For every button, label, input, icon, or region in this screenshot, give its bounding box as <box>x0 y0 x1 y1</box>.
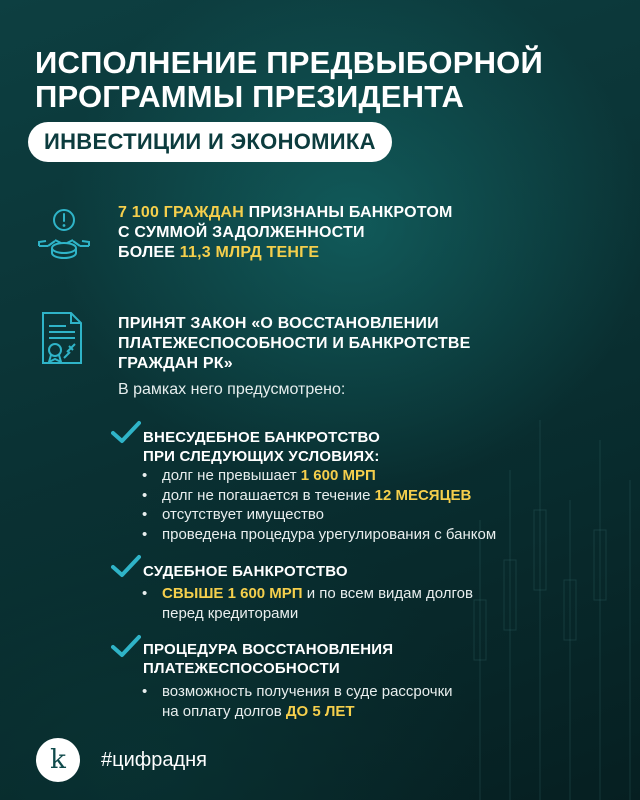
title-line-2: ПРОГРАММЫ ПРЕЗИДЕНТА <box>35 79 465 114</box>
list-item: • СВЫШЕ 1 600 МРП и по всем видам долгов перед кредиторами <box>140 584 473 623</box>
category-badge: ИНВЕСТИЦИИ И ЭКОНОМИКА <box>28 122 392 162</box>
list-item: • долг не превышает 1 600 МРП <box>140 466 496 486</box>
procedure-1-title-line2: ПРИ СЛЕДУЮЩИХ УСЛОВИЯХ: <box>143 448 380 465</box>
law-line2: ПЛАТЕЖЕСПОСОБНОСТИ И БАНКРОТСТВЕ <box>118 335 471 352</box>
procedure-3-title-line1: ПРОЦЕДУРА ВОССТАНОВЛЕНИЯ <box>143 641 394 658</box>
law-intro: В рамках него предусмотрено: <box>118 381 346 398</box>
law-document-icon <box>40 310 88 366</box>
law-title <box>118 314 471 374</box>
list-item: • долг не погашается в течение 12 МЕСЯЦЕВ <box>140 486 496 506</box>
law-line1: ПРИНЯТ ЗАКОН «О ВОССТАНОВЛЕНИИ <box>118 315 439 332</box>
bankruptcy-stat <box>118 203 453 263</box>
procedure-2-title: СУДЕБНОЕ БАНКРОТСТВО <box>143 563 348 580</box>
stat-count: 7 100 ГРАЖДАН <box>118 204 244 221</box>
procedure-1-title-line1: ВНЕСУДЕБНОЕ БАНКРОТСТВО <box>143 429 381 446</box>
logo-letter: k <box>50 745 66 775</box>
stat-line3-prefix: БОЛЕЕ <box>118 244 180 261</box>
procedure-3-details <box>140 682 453 721</box>
title-line-1: ИСПОЛНЕНИЕ ПРЕДВЫБОРНОЙ <box>35 45 543 80</box>
stat-line2: С СУММОЙ ЗАДОЛЖЕННОСТИ <box>118 224 365 241</box>
page-title <box>35 46 615 114</box>
law-line3: ГРАЖДАН РК» <box>118 355 233 372</box>
stat-line1-rest: ПРИЗНАНЫ БАНКРОТОМ <box>243 204 453 221</box>
stat-amount: 11,3 МЛРД ТЕНГЕ <box>179 244 320 261</box>
checkmark-icon <box>111 420 141 444</box>
procedure-3-title <box>143 640 393 678</box>
debt-alert-icon <box>37 206 91 260</box>
list-item: • отсутствует имущество <box>140 505 496 525</box>
hashtag: #цифрадня <box>101 749 207 771</box>
checkmark-icon <box>111 554 141 578</box>
brand-logo <box>36 738 80 782</box>
checkmark-icon <box>111 634 141 658</box>
procedure-2-details <box>140 584 473 623</box>
list-item: • проведена процедура урегулирования с банком <box>140 525 496 545</box>
procedure-1-conditions <box>140 466 496 544</box>
list-item: • возможность получения в суде рассрочки на оплату долгов ДО 5 ЛЕТ <box>140 682 453 721</box>
procedure-1-title <box>143 428 380 466</box>
procedure-3-title-line2: ПЛАТЕЖЕСПОСОБНОСТИ <box>143 660 340 677</box>
